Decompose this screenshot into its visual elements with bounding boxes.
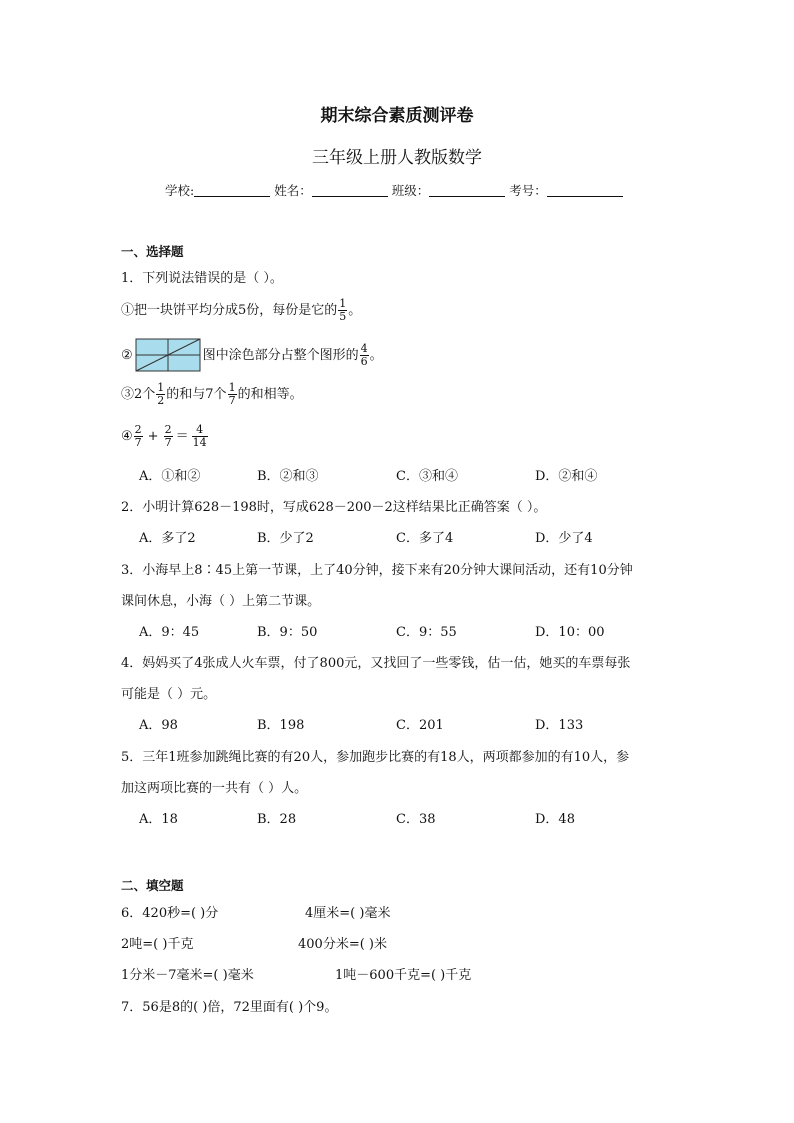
q1-option-a[interactable]: A．①和② [139,469,201,484]
school-blank[interactable] [194,184,270,197]
q3-stem-line2: 课间休息，小海（ ）上第二节课。 [121,594,321,609]
class-label: 班级： [391,183,430,198]
q4-option-b[interactable]: B．198 [257,718,305,733]
info-line [165,184,623,198]
q5-option-c[interactable]: C．38 [396,812,436,827]
exam-number-label: 考号： [509,183,547,198]
q2-stem: 2．小明计算628－198时，写成628－200－2这样结果比正确答案（ ）。 [121,500,547,515]
q1-statement-4: ④ $\frac{2}{7}$ + $\frac{2}{7}$ ＝ $\frac{4}{14}$ [121,423,207,449]
name-blank[interactable] [312,184,388,197]
q2-option-c[interactable]: C．多了4 [396,531,454,546]
q6-item-centimeters: 4厘米=( )毫米 [305,906,391,921]
exam-number-blank[interactable] [547,184,623,197]
fraction: $\frac{2}{7}$ [134,423,142,449]
name-label: 姓名： [274,183,312,198]
q1-option-b[interactable]: B．②和③ [257,469,319,484]
q1-statement-2: ② 图中涂色部分占整个图形的 $\frac{4}{6}$ 。 [121,338,383,372]
q6-item-ton-minus-kg: 1吨－600千克=( )千克 [335,968,472,983]
page-subtitle: 三年级上册人教版数学 [312,148,482,168]
q6-item-decimeters: 400分米=( )米 [298,937,387,952]
q3-option-c[interactable]: C．9：55 [396,625,457,640]
q7-stem: 7．56是8的( )倍，72里面有( )个9。 [121,1000,338,1015]
q1-stem: 1．下列说法错误的是（ ）。 [121,271,283,286]
shaded-rectangle-figure [135,338,201,372]
fraction: $\frac{2}{7}$ [164,423,172,449]
class-blank[interactable] [429,184,505,197]
q6-item-tons: 2吨=( )千克 [121,937,194,952]
fraction: $\frac{4}{6}$ [360,341,368,368]
q2-option-b[interactable]: B．少了2 [257,531,314,546]
q1-statement-3: ③2个 $\frac{1}{2}$ 的和与7个 $\frac{1}{7}$ 的和相等。 [121,381,303,407]
q4-option-a[interactable]: A．98 [139,718,178,733]
q4-option-d[interactable]: D．133 [535,718,584,733]
fraction: $\frac{1}{2}$ [157,381,165,407]
q2-option-a[interactable]: A．多了2 [139,531,196,546]
q3-option-d[interactable]: D．10：00 [535,625,605,640]
q5-option-b[interactable]: B．28 [257,812,297,827]
school-label: 学校: [165,183,195,198]
page-title: 期末综合素质测评卷 [320,106,474,126]
fraction: $\frac{4}{14}$ [192,423,207,449]
q3-stem-line1: 3．小海早上8∶45上第一节课，上了40分钟，接下来有20分钟大课间活动，还有10分钟 [121,563,633,578]
section-heading-choice: 一、选择题 [121,244,184,259]
q1-statement-1: ①把一块饼平均分成5份，每份是它的 $\frac{1}{5}$ 。 [121,297,362,323]
q5-option-a[interactable]: A．18 [139,812,178,827]
q4-stem-line2: 可能是（ ）元。 [121,687,217,702]
q1-option-c[interactable]: C．③和④ [396,469,458,484]
q3-option-a[interactable]: A．9：45 [139,625,200,640]
q1-option-d[interactable]: D．②和④ [535,469,598,484]
q6-item-decimeter-minus-mm: 1分米－7毫米=( )毫米 [121,968,254,983]
section-heading-fill-in: 二、填空题 [121,878,184,893]
q5-stem-line2: 加这两项比赛的一共有（ ）人。 [121,781,308,796]
q5-option-d[interactable]: D．48 [535,812,575,827]
q2-option-d[interactable]: D．少了4 [535,531,593,546]
q4-option-c[interactable]: C．201 [396,718,444,733]
q5-stem-line1: 5．三年1班参加跳绳比赛的有20人，参加跑步比赛的有18人，两项都参加的有10人，参 [121,750,630,765]
fraction: $\frac{1}{5}$ [339,297,347,323]
q6-item-seconds: 6．420秒=( )分 [121,906,219,921]
q3-option-b[interactable]: B．9：50 [257,625,318,640]
fraction: $\frac{1}{7}$ [228,381,236,407]
q4-stem-line1: 4．妈妈买了4张成人火车票，付了800元，又找回了一些零钱，估一估，她买的车票每张 [121,656,631,671]
